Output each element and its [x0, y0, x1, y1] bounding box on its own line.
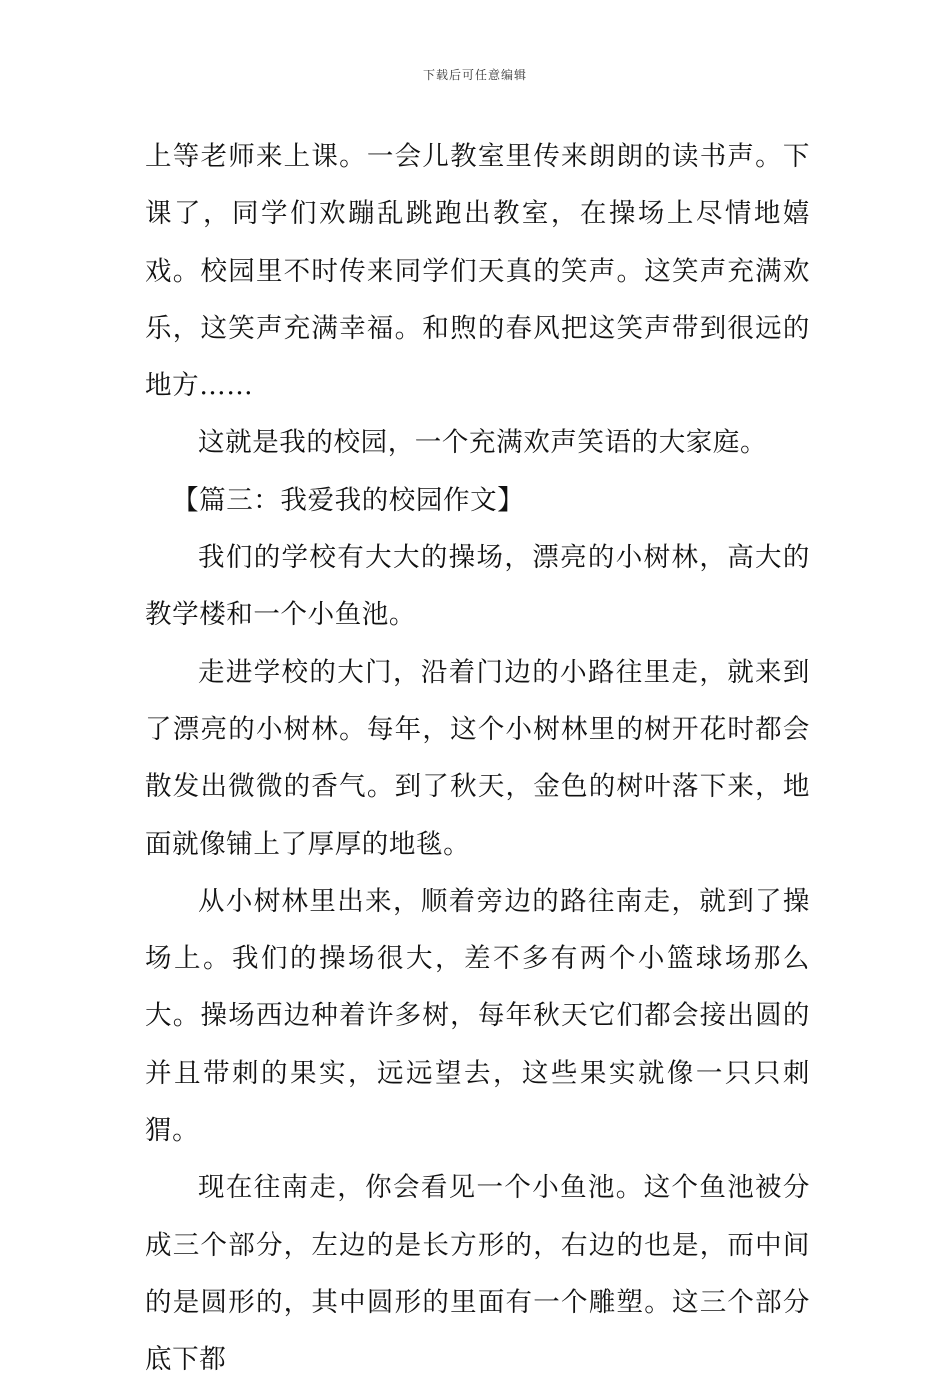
document-body: [145, 128, 810, 1389]
section-heading: 【篇三：我爱我的校园作文】: [172, 484, 525, 516]
paragraph-continuation: 上等老师来上课。一会儿教室里传来朗朗的读书声。下课了，同学们欢蹦乱跳跑出教室，在操场上尽情地嬉戏。校园里不时传来同学们天真的笑声。这笑声充满欢乐，这笑声充满幸福。和煦的春风把这笑声带到很远的地方……: [145, 141, 810, 402]
paragraph-fishpond: 现在往南走，你会看见一个小鱼池。这个鱼池被分成三个部分，左边的是长方形的，右边的也是，而中间的是圆形的，其中圆形的里面有一个雕塑。这三个部分底下都: [145, 1172, 810, 1376]
paragraph-intro: 我们的学校有大大的操场，漂亮的小树林，高大的教学楼和一个小鱼池。: [145, 542, 810, 631]
paragraph-grove: 走进学校的大门，沿着门边的小路往里走，就来到了漂亮的小树林。每年，这个小树林里的树开花时都会散发出微微的香气。到了秋天，金色的树叶落下来，地面就像铺上了厚厚的地毯。: [145, 656, 810, 860]
page-header-note: 下载后可任意编辑: [422, 68, 527, 82]
paragraph-playground: 从小树林里出来，顺着旁边的路往南走，就到了操场上。我们的操场很大，差不多有两个小篮球场那么大。操场西边种着许多树，每年秋天它们都会接出圆的并且带刺的果实，远远望去，这些果实就像一只只刺猬。: [145, 885, 810, 1147]
paragraph-conclusion: 这就是我的校园，一个充满欢声笑语的大家庭。: [198, 427, 768, 459]
